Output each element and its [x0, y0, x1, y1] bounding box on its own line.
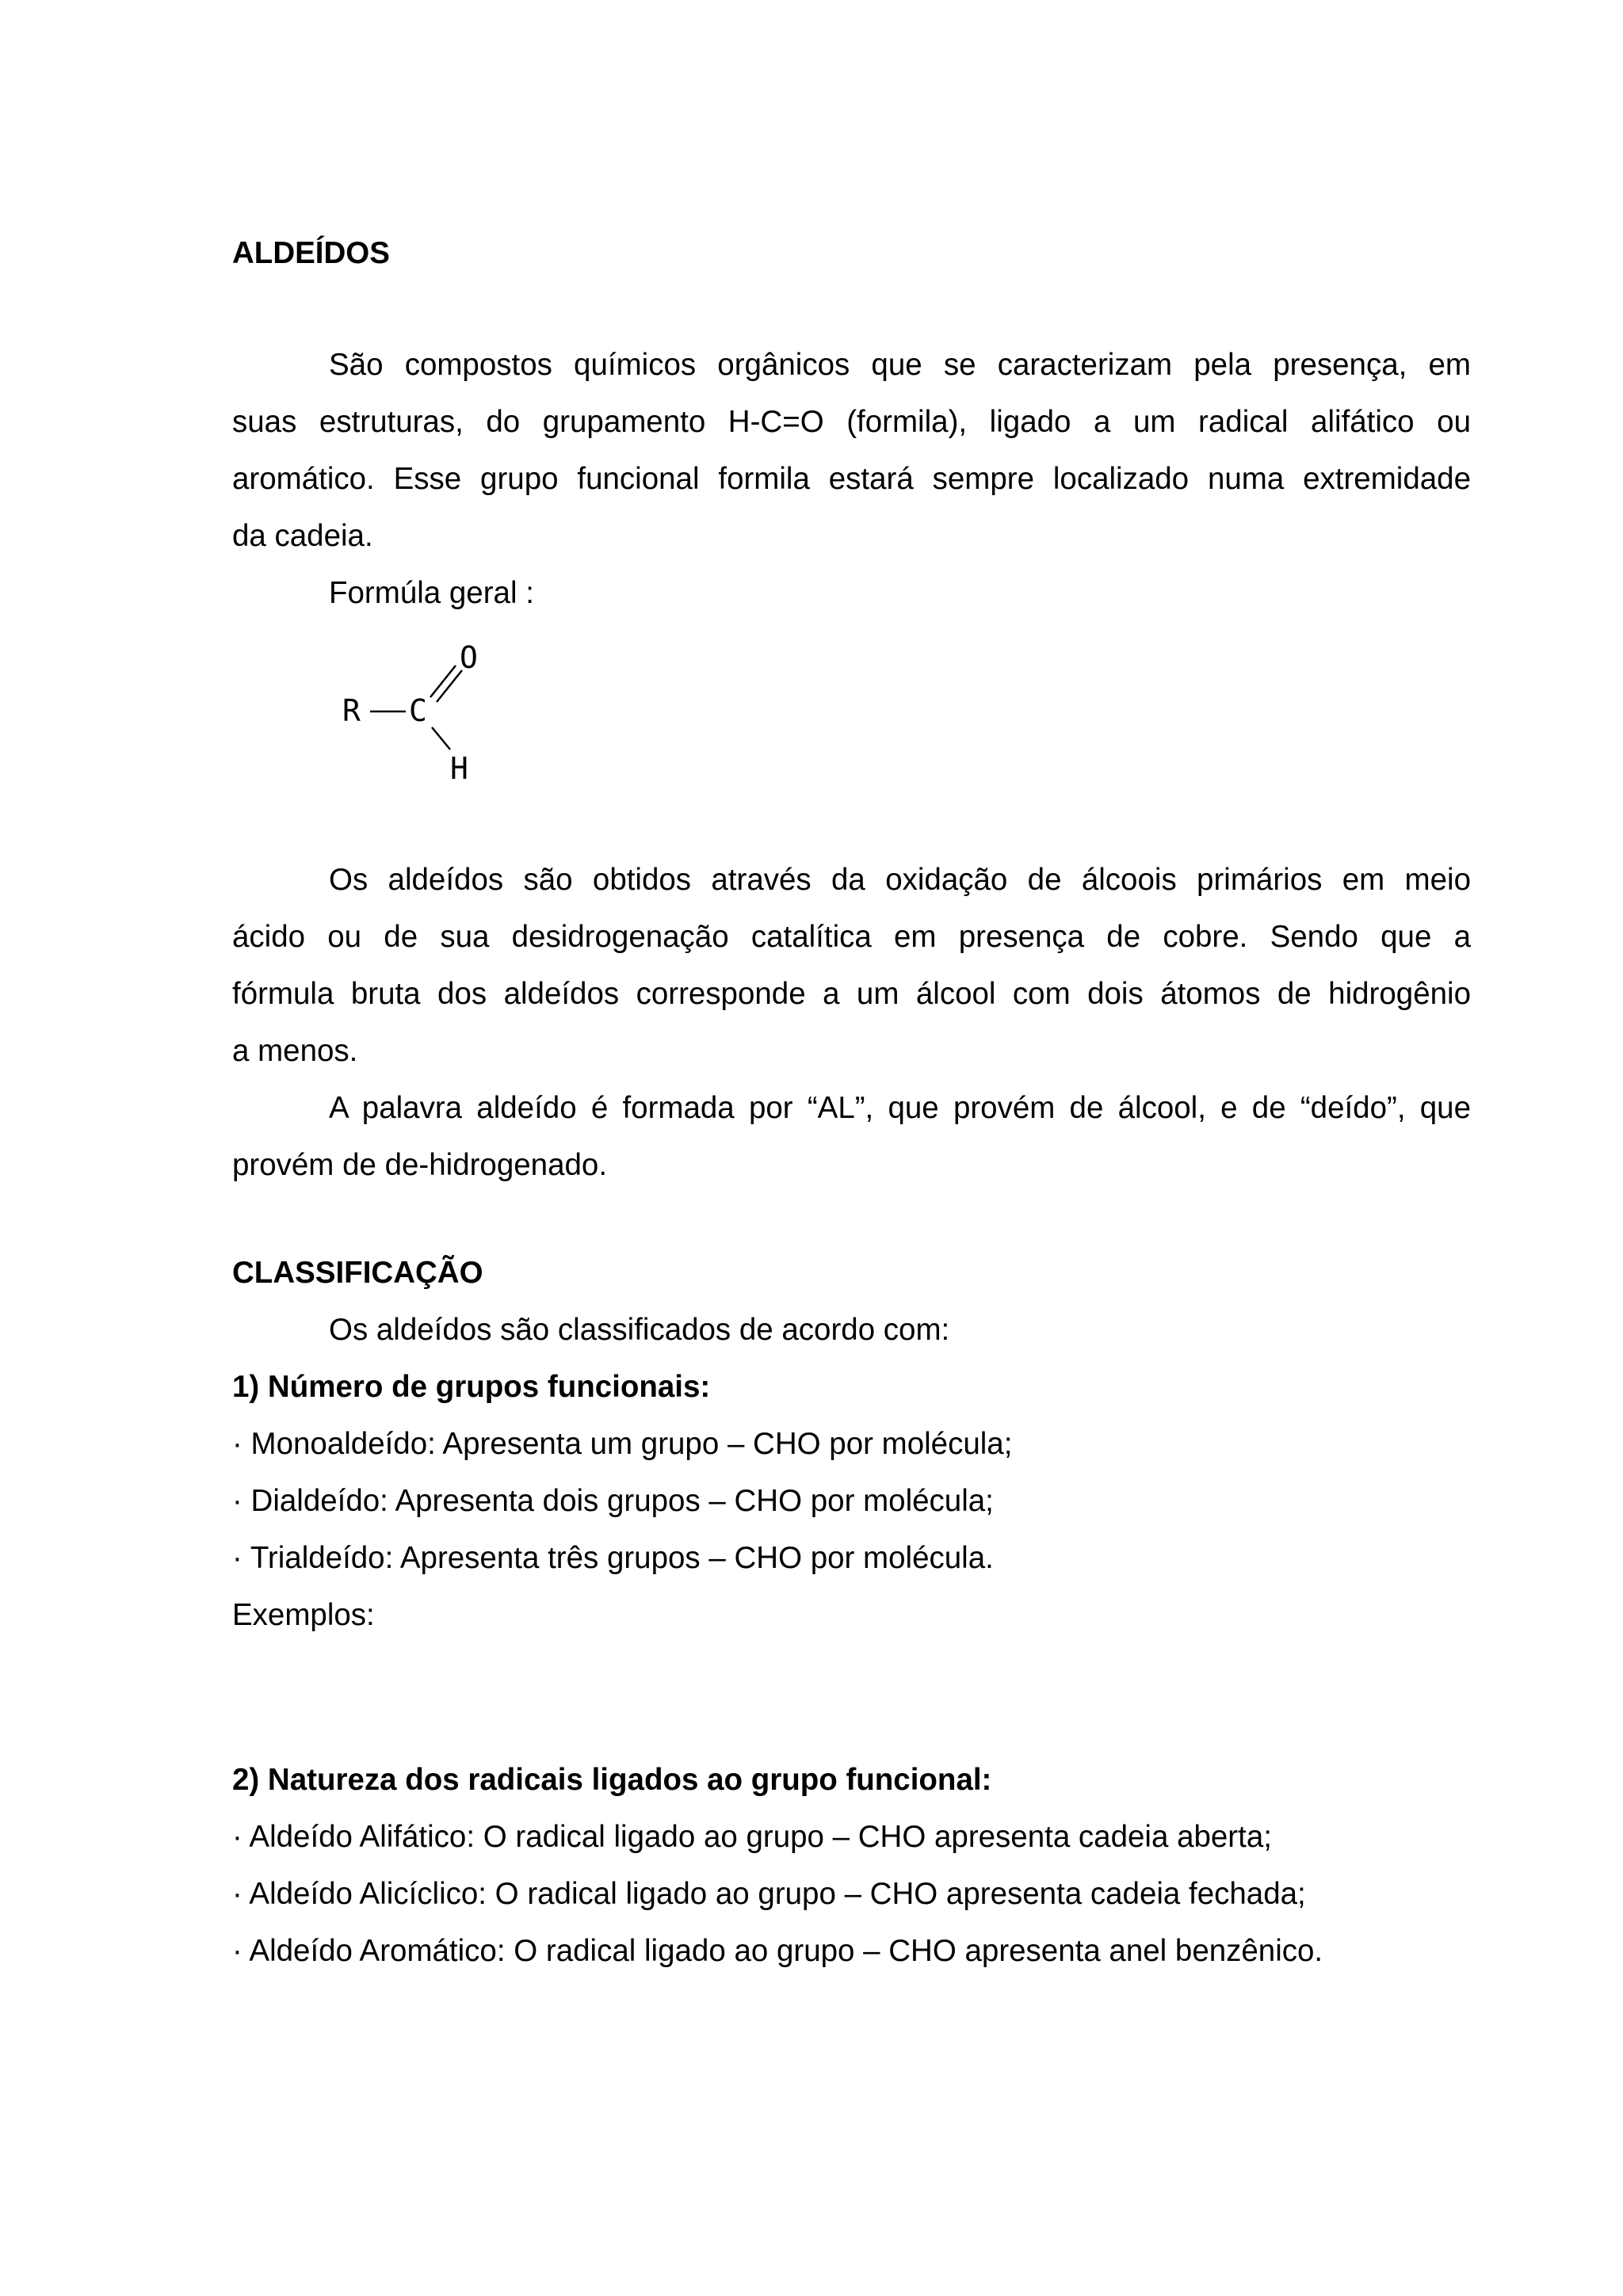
formula-h-atom: H: [450, 751, 468, 786]
intro-line-1: São compostos químicos orgânicos que se caracterizam pela presença, em: [329, 348, 1471, 382]
group2-item-aromatico: · Aldeído Aromático: O radical ligado ao grupo – CHO apresenta anel benzênico.: [232, 1934, 1323, 1968]
formula-single-bond-ch: [432, 727, 450, 749]
intro-line-4: da cadeia.: [232, 519, 373, 553]
formula-r-atom: R: [342, 693, 361, 728]
classification-heading: CLASSIFICAÇÃO: [232, 1256, 483, 1290]
formula-o-atom: O: [460, 640, 478, 675]
aldehyde-general-formula: [333, 634, 507, 792]
obtained-line-2: ácido ou de sua desidrogenação catalítica em presença de cobre. Sendo que a: [232, 920, 1471, 954]
intro-line-2: suas estruturas, do grupamento H-C=O (formila), ligado a um radical alifático ou: [232, 405, 1471, 439]
intro-line-3: aromático. Esse grupo funcional formila estará sempre localizado numa extremidade: [232, 462, 1471, 496]
obtained-line-3: fórmula bruta dos aldeídos corresponde a um álcool com dois átomos de hidrogênio: [232, 977, 1471, 1011]
group1-heading: 1) Número de grupos funcionais:: [232, 1370, 711, 1404]
page-title: ALDEÍDOS: [232, 236, 390, 270]
group1-item-trialdeido: · Trialdeído: Apresenta três grupos – CHO por molécula.: [232, 1541, 994, 1575]
obtained-line-4: a menos.: [232, 1034, 358, 1068]
group1-item-monoaldeido: · Monoaldeído: Apresenta um grupo – CHO por molécula;: [232, 1427, 1013, 1461]
etymology-line-2: provém de de-hidrogenado.: [232, 1148, 608, 1182]
group2-item-aliciclico: · Aldeído Alicíclico: O radical ligado ao grupo – CHO apresenta cadeia fechada;: [232, 1877, 1306, 1911]
group2-item-alifatico: · Aldeído Alifático: O radical ligado ao grupo – CHO apresenta cadeia aberta;: [232, 1820, 1272, 1854]
group2-heading: 2) Natureza dos radicais ligados ao grupo funcional:: [232, 1763, 992, 1797]
examples-label: Exemplos:: [232, 1598, 375, 1632]
group1-item-dialdeido: · Dialdeído: Apresenta dois grupos – CHO por molécula;: [232, 1484, 994, 1518]
classification-intro: Os aldeídos são classificados de acordo com:: [329, 1313, 950, 1347]
obtained-line-1: Os aldeídos são obtidos através da oxidação de álcoois primários em meio: [329, 863, 1471, 897]
etymology-line-1: A palavra aldeído é formada por “AL”, que provém de álcool, e de “deído”, que: [329, 1091, 1471, 1125]
formula-label: Formúla geral :: [329, 576, 534, 610]
formula-c-atom: C: [409, 693, 427, 728]
